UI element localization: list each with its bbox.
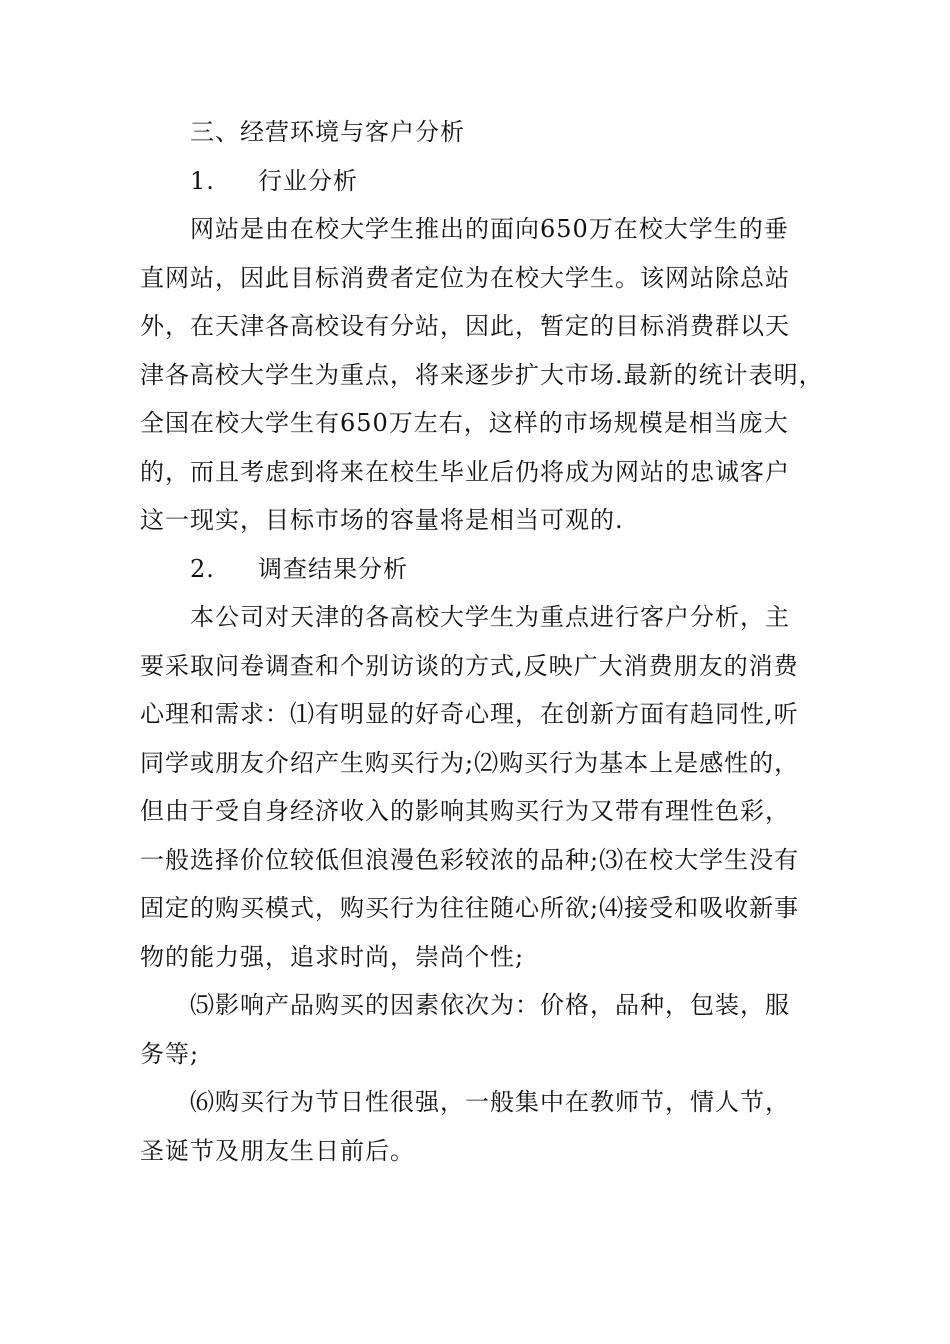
paragraph-holiday-purchasing (140, 1078, 832, 1175)
paragraph-line: 津各高校大学生为重点，将来逐步扩大市场.最新的统计表明， (140, 360, 824, 389)
paragraph-line: 要采取问卷调查和个别访谈的方式,反映广大消费朋友的消费 (140, 651, 799, 680)
subsection-number: 2. (190, 554, 215, 583)
paragraph-line: 本公司对天津的各高校大学生为重点进行客户分析，主 (190, 603, 790, 631)
document-body (140, 108, 832, 1175)
subsection-number: 1. (190, 166, 215, 195)
paragraph-line: 固定的购买模式，购买行为往往随心所欲;⑷接受和吸收新事 (140, 894, 800, 922)
paragraph-line: 心理和需求：⑴有明显的好奇心理，在创新方面有趋同性,听 (140, 700, 799, 728)
paragraph-line: ⑹购买行为节日性很强，一般集中在教师节，情人节， (190, 1088, 790, 1116)
paragraph-line: 直网站，因此目标消费者定位为在校大学生。该网站除总站 (140, 263, 790, 292)
subsection-heading-industry (140, 157, 832, 206)
section-title: 三、经营环境与客户分析 (190, 118, 465, 146)
paragraph-line: 的，而且考虑到将来在校生毕业后仍将成为网站的忠诚客户 (140, 457, 790, 486)
paragraph-line: 网站是由在校大学生推出的面向650万在校大学生的垂 (190, 215, 789, 243)
paragraph-line: 同学或朋友介绍产生购买行为;⑵购买行为基本上是感性的， (140, 748, 800, 777)
paragraph-line: 但由于受自身经济收入的影响其购买行为又带有理性色彩， (140, 797, 790, 825)
paragraph-line: 物的能力强，追求时尚，崇尚个性; (140, 942, 525, 971)
paragraph-line: 一般选择价位较低但浪漫色彩较浓的品种;⑶在校大学生没有 (140, 845, 800, 874)
paragraph-line: 全国在校大学生有650万左右，这样的市场规模是相当庞大 (140, 409, 789, 437)
paragraph-line: ⑸影响产品购买的因素依次为：价格，品种，包装，服 (190, 991, 790, 1019)
paragraph-industry-analysis (140, 205, 832, 545)
paragraph-purchase-factors (140, 981, 832, 1078)
paragraph-line: 务等; (140, 1039, 200, 1068)
subsection-title: 行业分析 (258, 166, 358, 195)
subsection-heading-survey (140, 545, 832, 594)
subsection-title: 调查结果分析 (258, 554, 408, 583)
paragraph-line: 圣诞节及朋友生日前后。 (140, 1136, 415, 1165)
paragraph-survey-analysis (140, 593, 832, 981)
paragraph-line: 外，在天津各高校设有分站，因此，暂定的目标消费群以天 (140, 312, 790, 340)
paragraph-line: 这一现实，目标市场的容量将是相当可观的. (140, 506, 624, 534)
